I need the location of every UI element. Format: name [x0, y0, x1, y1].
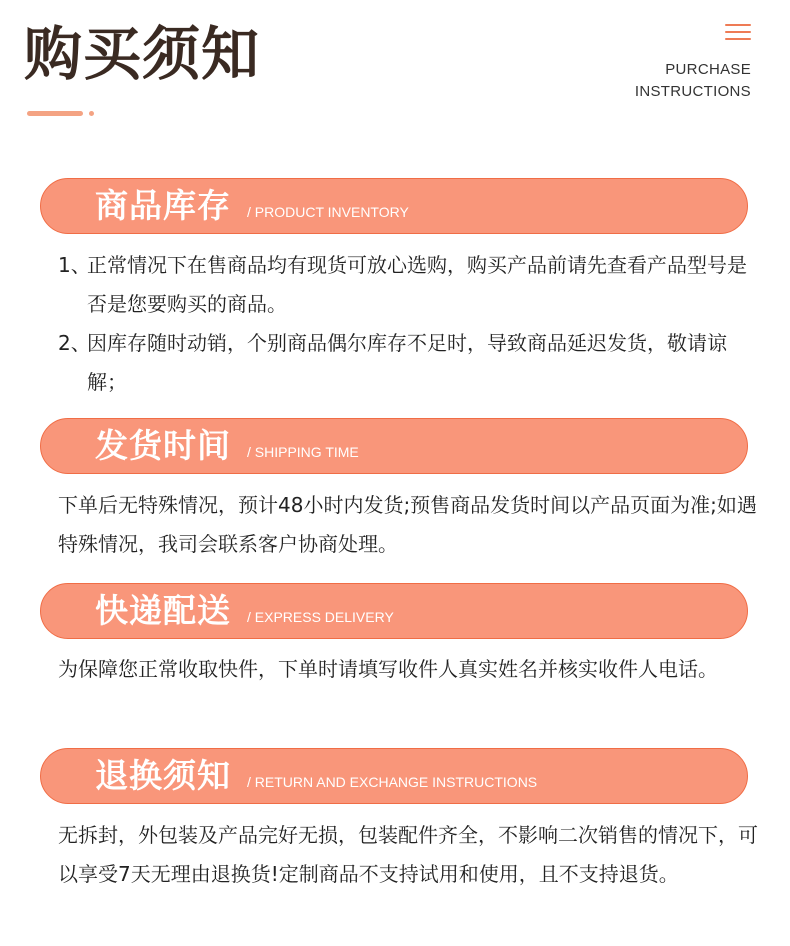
list-item-text: 因库存随时动销，个别商品偶尔库存不足时，导致商品延迟发货，敬请谅解；: [87, 331, 727, 394]
section-body-shipping: [58, 486, 758, 564]
english-subtitle: [635, 59, 751, 103]
menu-icon: [725, 24, 751, 41]
section-header-shipping: [40, 418, 748, 474]
title-underline-decoration: [27, 111, 107, 117]
paragraph: 下单后无特殊情况，预计48小时内发货;预售商品发货时间以产品页面为准;如遇特殊情况，我司会联系客户协商处理。: [58, 493, 757, 556]
underline-bar: [27, 111, 83, 116]
section-title-cn: 退换须知: [95, 756, 231, 795]
section-title-cn: 发货时间: [95, 426, 231, 465]
section-title-en: / RETURN AND EXCHANGE INSTRUCTIONS: [247, 774, 538, 790]
section-header-delivery: [40, 583, 748, 639]
english-subtitle-line2: INSTRUCTIONS: [634, 83, 751, 100]
english-subtitle-line1: PURCHASE: [665, 61, 751, 78]
list-item-text: 正常情况下在售商品均有现货可放心选购，购买产品前请先查看产品型号是否是您要购买的商品。: [87, 253, 747, 316]
list-item-number: 1、: [58, 253, 91, 277]
section-title-cn: 商品库存: [95, 186, 231, 225]
page-header: [0, 0, 790, 140]
section-title-cn: 快递配送: [95, 591, 231, 630]
section-title-en: / PRODUCT INVENTORY: [247, 204, 409, 220]
section-title-en: / EXPRESS DELIVERY: [247, 609, 394, 625]
section-body-return: [58, 816, 758, 894]
list-item-number: 2、: [58, 331, 91, 355]
section-header-return: [40, 748, 748, 804]
section-body-inventory: [58, 246, 758, 402]
section-body-delivery: [58, 650, 758, 689]
underline-dot: [89, 111, 94, 116]
page-title: 购买须知: [24, 20, 261, 88]
paragraph: 无拆封，外包装及产品完好无损，包装配件齐全，不影响二次销售的情况下，可以享受7天无理由退换货!定制商品不支持试用和使用，且不支持退货。: [58, 823, 758, 886]
section-title-en: / SHIPPING TIME: [247, 444, 359, 460]
list-item: [58, 324, 758, 402]
paragraph: 为保障您正常收取快件，下单时请填写收件人真实姓名并核实收件人电话。: [58, 657, 718, 681]
section-header-inventory: [40, 178, 748, 234]
list-item: [58, 246, 758, 324]
